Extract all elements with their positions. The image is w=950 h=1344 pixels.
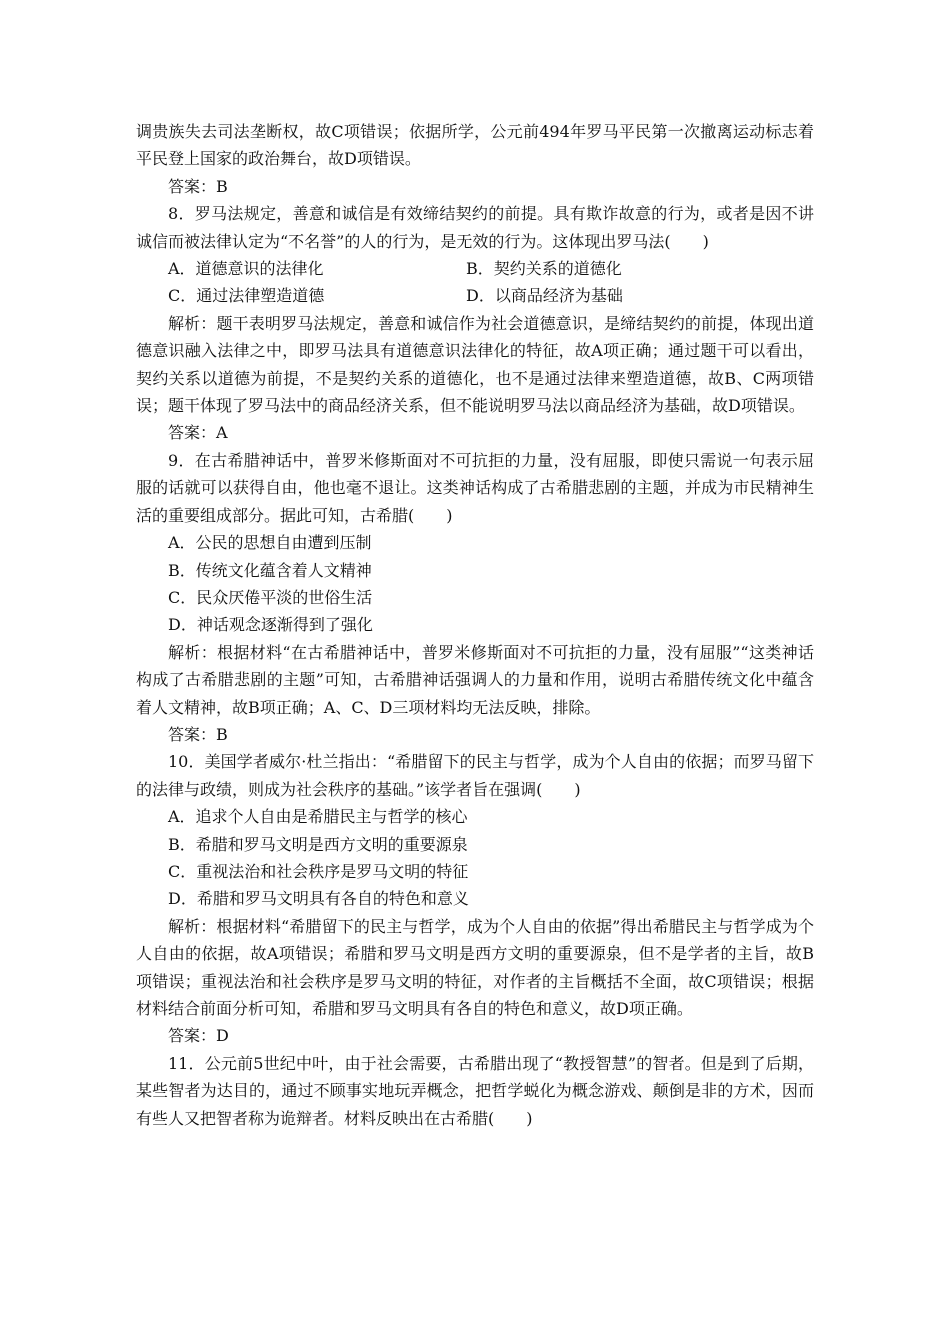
question-10-option-a: A．追求个人自由是希腊民主与哲学的核心	[168, 807, 468, 827]
answer-8: 答案：A	[168, 423, 228, 443]
question-8-option-b: B．契约关系的道德化	[466, 259, 622, 279]
question-9-analysis: 解析：根据材料“在古希腊神话中，普罗米修斯面对不可抗拒的力量，没有屈服”“这类神话构成了古希腊悲剧的主题”可知，古希腊神话强调人的力量和作用，说明古希腊传统文化中蕴含着人文精神，故B项正确；A、C、D三项材料均无法反映，排除。	[136, 642, 814, 717]
answer-9: 答案：B	[168, 724, 228, 744]
continuation-text: 调贵族失去司法垄断权，故C项错误；依据所学，公元前494年罗马平民第一次撤离运动标志着平民登上国家的政治舞台，故D项错误。	[136, 122, 814, 169]
question-9-option-a: A．公民的思想自由遭到压制	[168, 533, 372, 553]
question-8-options	[136, 255, 814, 310]
question-9-option-c: C．民众厌倦平淡的世俗生活	[168, 587, 373, 607]
question-11-stem: 11．公元前5世纪中叶，由于社会需要，古希腊出现了“教授智慧”的智者。但是到了后期，某些智者为达目的，通过不顾事实地玩弄概念，把哲学蜕化为概念游戏、颠倒是非的方术，因而有些人又把智者称为诡辩者。材料反映出在古希腊( )	[136, 1053, 814, 1128]
question-10-option-c: C．重视法治和社会秩序是罗马文明的特征	[168, 861, 469, 881]
question-8-stem: 8．罗马法规定，善意和诚信是有效缔结契约的前提。具有欺诈故意的行为，或者是因不讲诚信而被法律认定为“不名誉”的人的行为，是无效的行为。这体现出罗马法( )	[136, 204, 814, 251]
answer-7: 答案：B	[168, 176, 228, 196]
question-10-option-b: B．希腊和罗马文明是西方文明的重要源泉	[168, 834, 468, 854]
question-9-stem: 9．在古希腊神话中，普罗米修斯面对不可抗拒的力量，没有屈服，即使只需说一句表示屈服的话就可以获得自由，他也毫不退让。这类神话构成了古希腊悲剧的主题，并成为市民精神生活的重要组成部分。据此可知，古希腊( )	[136, 450, 814, 525]
question-8-option-a: A．道德意识的法律化	[168, 259, 324, 279]
question-9-option-b: B．传统文化蕴含着人文精神	[168, 560, 372, 580]
question-8-analysis: 解析：题干表明罗马法规定，善意和诚信作为社会道德意识，是缔结契约的前提，体现出道德意识融入法律之中，即罗马法具有道德意识法律化的特征，故A项正确；通过题干可以看出，契约关系以道德为前提，不是契约关系的道德化，也不是通过法律来塑造道德，故B、C两项错误；题干体现了罗马法中的商品经济关系，但不能说明罗马法以商品经济为基础，故D项错误。	[136, 313, 814, 416]
question-9-option-d: D．神话观念逐渐得到了强化	[168, 615, 373, 635]
question-8-option-d: D．以商品经济为基础	[466, 286, 623, 306]
answer-10: 答案：D	[168, 1026, 229, 1046]
question-10-analysis: 解析：根据材料“希腊留下的民主与哲学，成为个人自由的依据”得出希腊民主与哲学成为个人自由的依据，故A项错误；希腊和罗马文明是西方文明的重要源泉，但不是学者的主旨，故B项错误；重视法治和社会秩序是罗马文明的特征，对作者的主旨概括不全面，故C项错误；根据材料结合前面分析可知，希腊和罗马文明具有各自的特色和意义，故D项正确。	[136, 916, 814, 1018]
question-10-stem: 10．美国学者威尔·杜兰指出：“希腊留下的民主与哲学，成为个人自由的依据；而罗马留下的法律与政绩，则成为社会秩序的基础。”该学者旨在强调( )	[136, 752, 814, 799]
question-10-option-d: D．希腊和罗马文明具有各自的特色和意义	[168, 889, 469, 909]
document-page	[136, 118, 814, 1132]
question-8-option-c: C．通过法律塑造道德	[168, 286, 325, 306]
